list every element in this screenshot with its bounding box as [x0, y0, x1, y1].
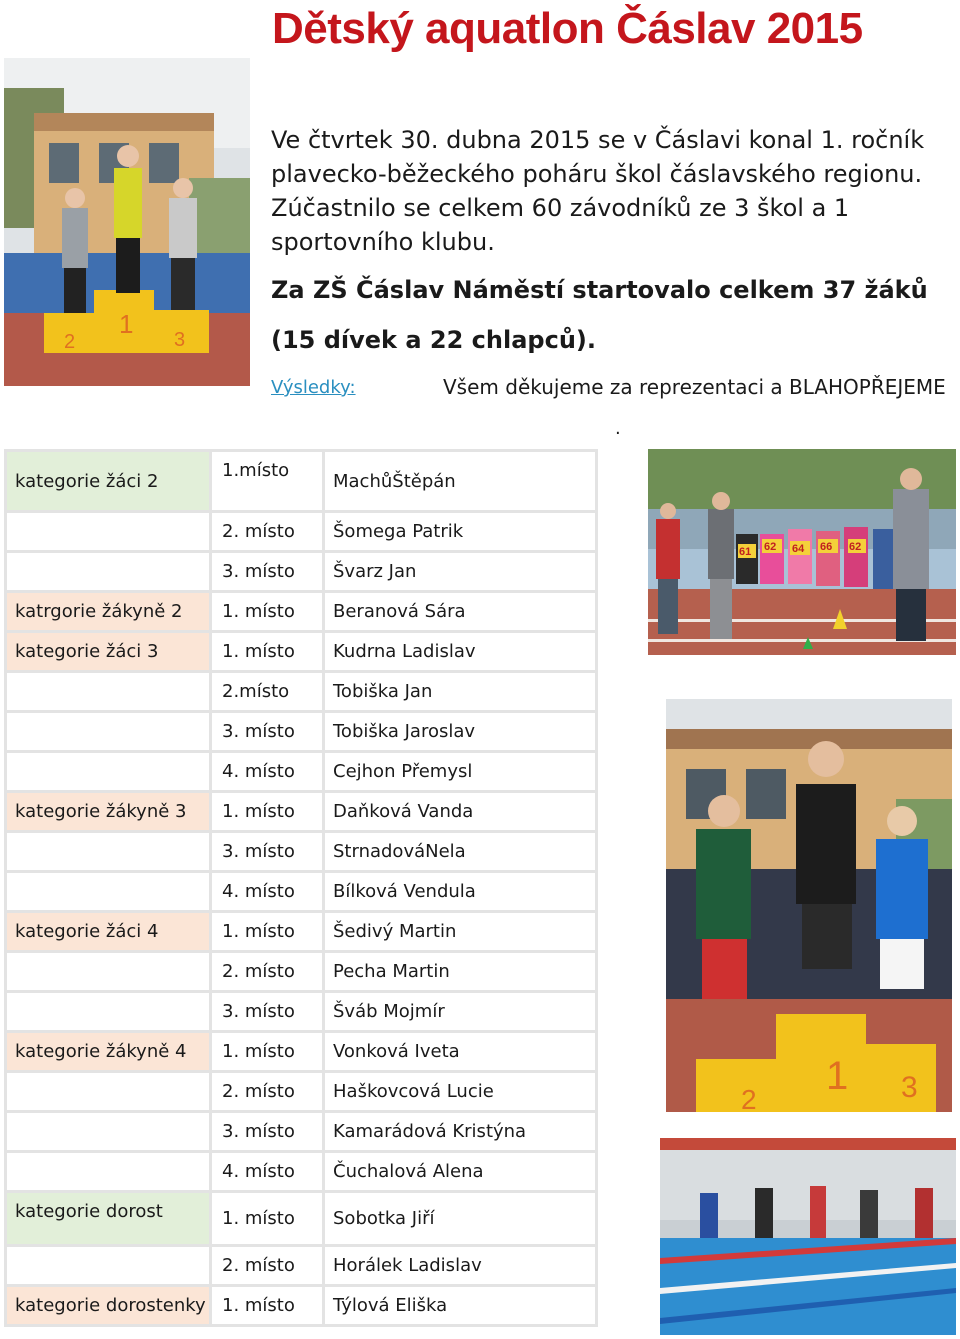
- category-cell: [4, 753, 212, 793]
- category-cell: [4, 1113, 212, 1153]
- results-row: [4, 1287, 598, 1327]
- place-cell: 2. místo: [212, 1073, 325, 1113]
- name-cell: StrnadováNela: [325, 833, 598, 873]
- podium-boys-photo: [666, 699, 952, 1112]
- results-row: [4, 513, 598, 553]
- place-cell: 3. místo: [212, 833, 325, 873]
- page-title: Dětský aquatlon Čáslav 2015: [272, 4, 863, 53]
- name-cell: Šváb Mojmír: [325, 993, 598, 1033]
- name-cell: Tobiška Jan: [325, 673, 598, 713]
- results-row: [4, 873, 598, 913]
- category-cell: kategorie žákyně 3: [4, 793, 212, 833]
- results-row: [4, 833, 598, 873]
- name-cell: Pecha Martin: [325, 953, 598, 993]
- name-cell: Tobiška Jaroslav: [325, 713, 598, 753]
- name-cell: Daňková Vanda: [325, 793, 598, 833]
- name-cell: Čuchalová Alena: [325, 1153, 598, 1193]
- results-row: [4, 553, 598, 593]
- place-cell: 3. místo: [212, 1113, 325, 1153]
- name-cell: Týlová Eliška: [325, 1287, 598, 1327]
- place-cell: 1. místo: [212, 1033, 325, 1073]
- category-cell: kategorie dorostenky: [4, 1287, 212, 1327]
- category-cell: [4, 513, 212, 553]
- category-cell: kategorie žáci 3: [4, 633, 212, 673]
- results-row: [4, 1153, 598, 1193]
- name-cell: Kamarádová Kristýna: [325, 1113, 598, 1153]
- podium-boys-number-right: 3: [901, 1071, 918, 1104]
- category-cell: [4, 993, 212, 1033]
- bib-62b: 62: [849, 541, 862, 553]
- place-cell: 3. místo: [212, 713, 325, 753]
- results-row: [4, 449, 598, 513]
- category-cell: [4, 553, 212, 593]
- bib-66: 66: [820, 541, 833, 553]
- participants-summary: Za ZŠ Čáslav Náměstí startovalo celkem 37 žáků: [271, 276, 928, 304]
- place-cell: 1. místo: [212, 1287, 325, 1327]
- results-row: [4, 1247, 598, 1287]
- place-cell: 1.místo: [212, 449, 325, 513]
- name-cell: Vonková Iveta: [325, 1033, 598, 1073]
- name-cell: Beranová Sára: [325, 593, 598, 633]
- place-cell: 1. místo: [212, 913, 325, 953]
- place-cell: 3. místo: [212, 993, 325, 1033]
- name-cell: Bílková Vendula: [325, 873, 598, 913]
- place-cell: 1. místo: [212, 1193, 325, 1247]
- category-cell: [4, 953, 212, 993]
- place-cell: 4. místo: [212, 1153, 325, 1193]
- participants-breakdown: (15 dívek a 22 chlapců).: [271, 326, 596, 354]
- bib-64: 64: [792, 543, 805, 555]
- results-link[interactable]: Výsledky:: [271, 377, 356, 398]
- category-cell: [4, 713, 212, 753]
- place-cell: 2. místo: [212, 953, 325, 993]
- place-cell: 1. místo: [212, 633, 325, 673]
- podium-number-right: 3: [174, 329, 186, 351]
- podium-boys-number-left: 2: [741, 1084, 757, 1112]
- swimming-pool-photo: [660, 1138, 956, 1335]
- place-cell: 4. místo: [212, 873, 325, 913]
- results-row: [4, 1193, 598, 1247]
- results-row: [4, 793, 598, 833]
- results-row: [4, 993, 598, 1033]
- results-row: [4, 1073, 598, 1113]
- results-row: [4, 673, 598, 713]
- place-cell: 2.místo: [212, 673, 325, 713]
- podium-boys-number-center: 1: [826, 1054, 849, 1098]
- bib-61: 61: [739, 546, 752, 558]
- category-cell: katrgorie žákyně 2: [4, 593, 212, 633]
- category-cell: kategorie žáci 2: [4, 449, 212, 513]
- category-cell: [4, 1247, 212, 1287]
- results-row: [4, 1113, 598, 1153]
- category-cell: kategorie dorost: [4, 1193, 212, 1247]
- stray-dot: .: [615, 418, 621, 439]
- category-cell: [4, 833, 212, 873]
- name-cell: Kudrna Ladislav: [325, 633, 598, 673]
- intro-paragraph: Ve čtvrtek 30. dubna 2015 se v Čáslavi konal 1. ročník plavecko-běžeckého poháru škol čáslavského regionu. Zúčastnilo se celkem 60 závodníků ze 3 škol a 1 sportovního klubu.: [271, 126, 925, 256]
- results-row: [4, 593, 598, 633]
- name-cell: Horálek Ladislav: [325, 1247, 598, 1287]
- podium-number-center: 1: [119, 309, 134, 339]
- place-cell: 4. místo: [212, 753, 325, 793]
- category-cell: [4, 873, 212, 913]
- name-cell: Šomega Patrik: [325, 513, 598, 553]
- results-row: [4, 1033, 598, 1073]
- podium-girls-photo: [4, 58, 250, 386]
- results-table: [4, 449, 598, 1327]
- name-cell: Sobotka Jiří: [325, 1193, 598, 1247]
- results-row: [4, 713, 598, 753]
- place-cell: 3. místo: [212, 553, 325, 593]
- bib-62: 62: [764, 541, 777, 553]
- podium-number-left: 2: [64, 331, 76, 353]
- place-cell: 1. místo: [212, 793, 325, 833]
- runners-start-photo: [648, 449, 956, 655]
- name-cell: Haškovcová Lucie: [325, 1073, 598, 1113]
- name-cell: MachůŠtěpán: [325, 449, 598, 513]
- category-cell: [4, 1153, 212, 1193]
- name-cell: Švarz Jan: [325, 553, 598, 593]
- place-cell: 2. místo: [212, 1247, 325, 1287]
- thanks-text: Všem děkujeme za reprezentaci a BLAHOPŘEJEME: [443, 375, 946, 399]
- category-cell: [4, 673, 212, 713]
- place-cell: 1. místo: [212, 593, 325, 633]
- name-cell: Cejhon Přemysl: [325, 753, 598, 793]
- results-row: [4, 753, 598, 793]
- results-row: [4, 633, 598, 673]
- category-cell: kategorie žákyně 4: [4, 1033, 212, 1073]
- results-row: [4, 953, 598, 993]
- category-cell: [4, 1073, 212, 1113]
- name-cell: Šedivý Martin: [325, 913, 598, 953]
- place-cell: 2. místo: [212, 513, 325, 553]
- results-row: [4, 913, 598, 953]
- category-cell: kategorie žáci 4: [4, 913, 212, 953]
